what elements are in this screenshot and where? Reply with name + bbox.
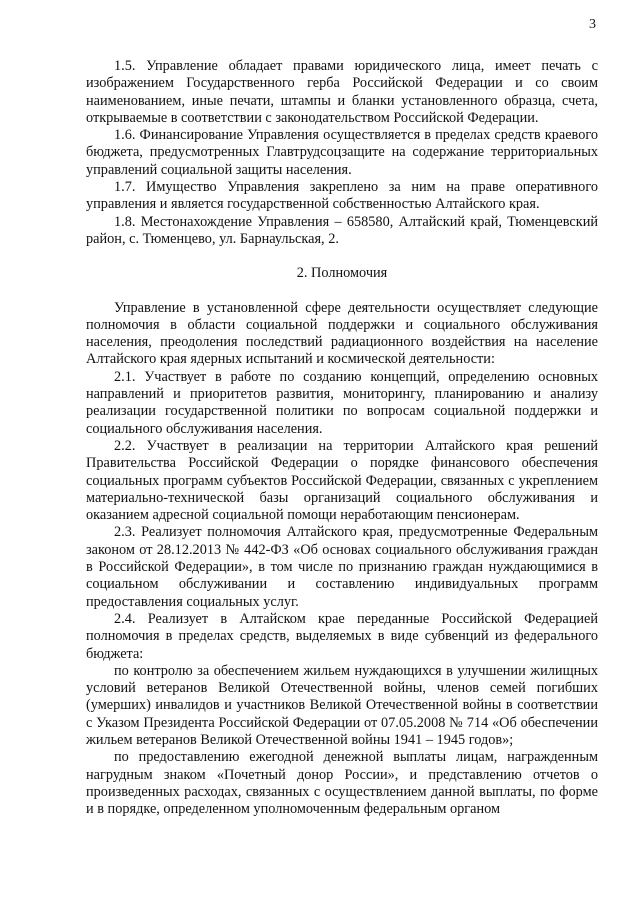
paragraph-intro: Управление в установленной сфере деятельности осуществляет следующие полномочия в области социальной поддержки и социального обслуживания населения, преодоления последствий радиационного воздействия на население Алтайского края ядерных испытаний и космической деятельности: [86, 299, 598, 368]
paragraph-2-3: 2.3. Реализует полномочия Алтайского края, предусмотренные Федеральным законом от 28.12.2013 № 442-ФЗ «Об основах социального обслуживания граждан в Российской Федерации», в том числе по признанию граждан нуждающимися в социальном обслуживании и составлению индивидуальных программ предоставления социальных услуг. [86, 524, 598, 610]
paragraph-2-1: 2.1. Участвует в работе по созданию концепций, определению основных направлений и приоритетов развития, мониторингу, планированию и анализу реализации государственной политики по вопросам социальной поддержки и социального обслуживания населения. [86, 368, 598, 437]
paragraph-2-2: 2.2. Участвует в реализации на территории Алтайского края решений Правительства Российской Федерации о порядке финансового обеспечения социальных программ субъектов Российской Федерации, связанных с укреплением материально-технической базы организаций социального обслуживания и оказанием адресной социальной помощи неработающим пенсионерам. [86, 437, 598, 524]
document-body [86, 58, 598, 818]
paragraph-1-6: 1.6. Финансирование Управления осуществляется в пределах средств краевого бюджета, предусмотренных Главтрудсоцзащите на содержание территориальных управлений социальной защиты населения. [86, 127, 598, 178]
paragraph-1-5: 1.5. Управление обладает правами юридического лица, имеет печать с изображением Государственного герба Российской Федерации и со своим наименованием, иные печати, штампы и бланки установленного образца, счета, открываемые в соответствии с законодательством Российской Федерации. [86, 58, 598, 126]
section-heading: 2. Полномочия [296, 265, 388, 282]
paragraph-donor-payment: по предоставлению ежегодной денежной выплаты лицам, награжденным нагрудным знаком «Почетный донор России», и представлению отчетов о произведенных расходах, связанных с осуществлением данной выплаты, по форме и в порядке, определенном уполномоченным федеральным органом [86, 749, 598, 818]
paragraph-1-7: 1.7. Имущество Управления закреплено за ним на праве оперативного управления и является государственной собственностью Алтайского края. [86, 179, 598, 213]
page-number: 3 [589, 17, 596, 32]
paragraph-1-8: 1.8. Местонахождение Управления – 658580, Алтайский край, Тюменцевский район, с. Тюменцево, ул. Барнаульская, 2. [86, 213, 598, 247]
paragraph-housing-control: по контролю за обеспечением жильем нуждающихся в улучшении жилищных условий ветеранов Великой Отечественной войны, членов семей погибших (умерших) инвалидов и участников Великой Отечественной войны в соответствии с Указом Президента Российской Федерации от 07.05.2008 № 714 «Об обеспечении жильем ветеранов Великой Отечественной войны 1941 – 1945 годов»; [86, 662, 598, 748]
paragraph-2-4: 2.4. Реализует в Алтайском крае переданные Российской Федерацией полномочия в пределах средств, выделяемых в виде субвенций из федерального бюджета: [86, 610, 598, 662]
